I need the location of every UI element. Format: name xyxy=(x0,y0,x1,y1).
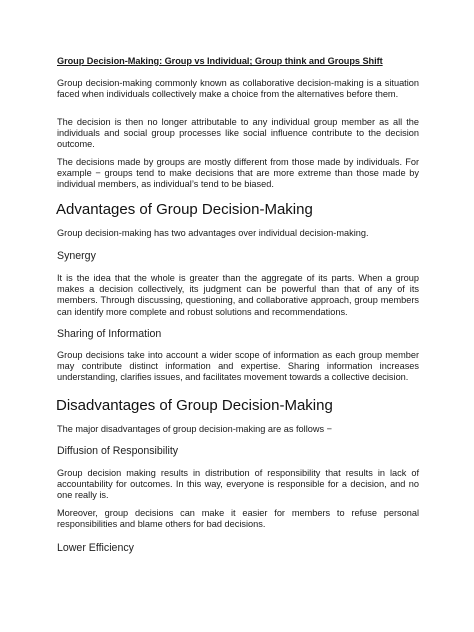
diffusion-heading: Diffusion of Responsibility xyxy=(57,445,179,457)
intro-paragraph-3: The decisions made by groups are mostly different from those made by individuals. For example − groups tend to make decisions that are more extreme than those made by individual members, as individual’s tend to be biased. xyxy=(57,157,419,190)
diffusion-paragraph-2: Moreover, group decisions can make it easier for members to refuse personal responsibilities and blame others for bad decisions. xyxy=(57,508,419,530)
document-title: Group Decision-Making: Group vs Individual; Group think and Groups Shift xyxy=(57,56,383,66)
disadvantages-heading: Disadvantages of Group Decision-Making xyxy=(56,397,333,414)
intro-paragraph-2: The decision is then no longer attributable to any individual group member as all the individuals and social group processes like social influence contribute to the decision outcome. xyxy=(57,117,419,150)
efficiency-heading: Lower Efficiency xyxy=(57,542,134,554)
diffusion-paragraph-1: Group decision making results in distribution of responsibility that results in lack of accountability for outcomes. In this way, everyone is responsible for a decision, and no one really is. xyxy=(57,468,419,501)
synergy-heading: Synergy xyxy=(57,250,96,262)
synergy-paragraph: It is the idea that the whole is greater than the aggregate of its parts. When a group makes a decision collectively, its judgment can be powerful than that of any of its members. Through discussing, questioning, and collaborative approach, group members can identify more complete and robust solutions and recommendations. xyxy=(57,273,419,317)
disadvantages-intro: The major disadvantages of group decision-making are as follows − xyxy=(57,424,333,434)
intro-paragraph-1: Group decision-making commonly known as collaborative decision-making is a situation faced when individuals collectively make a choice from the alternatives before them. xyxy=(57,78,419,100)
advantages-heading: Advantages of Group Decision-Making xyxy=(56,201,313,218)
sharing-paragraph: Group decisions take into account a wider scope of information as each group member may contribute distinct information and expertise. Sharing information increases understanding, clarifies issues, and facilitates movement towards a collective decision. xyxy=(57,350,419,383)
advantages-intro: Group decision-making has two advantages over individual decision-making. xyxy=(57,228,369,238)
sharing-heading: Sharing of Information xyxy=(57,328,162,340)
